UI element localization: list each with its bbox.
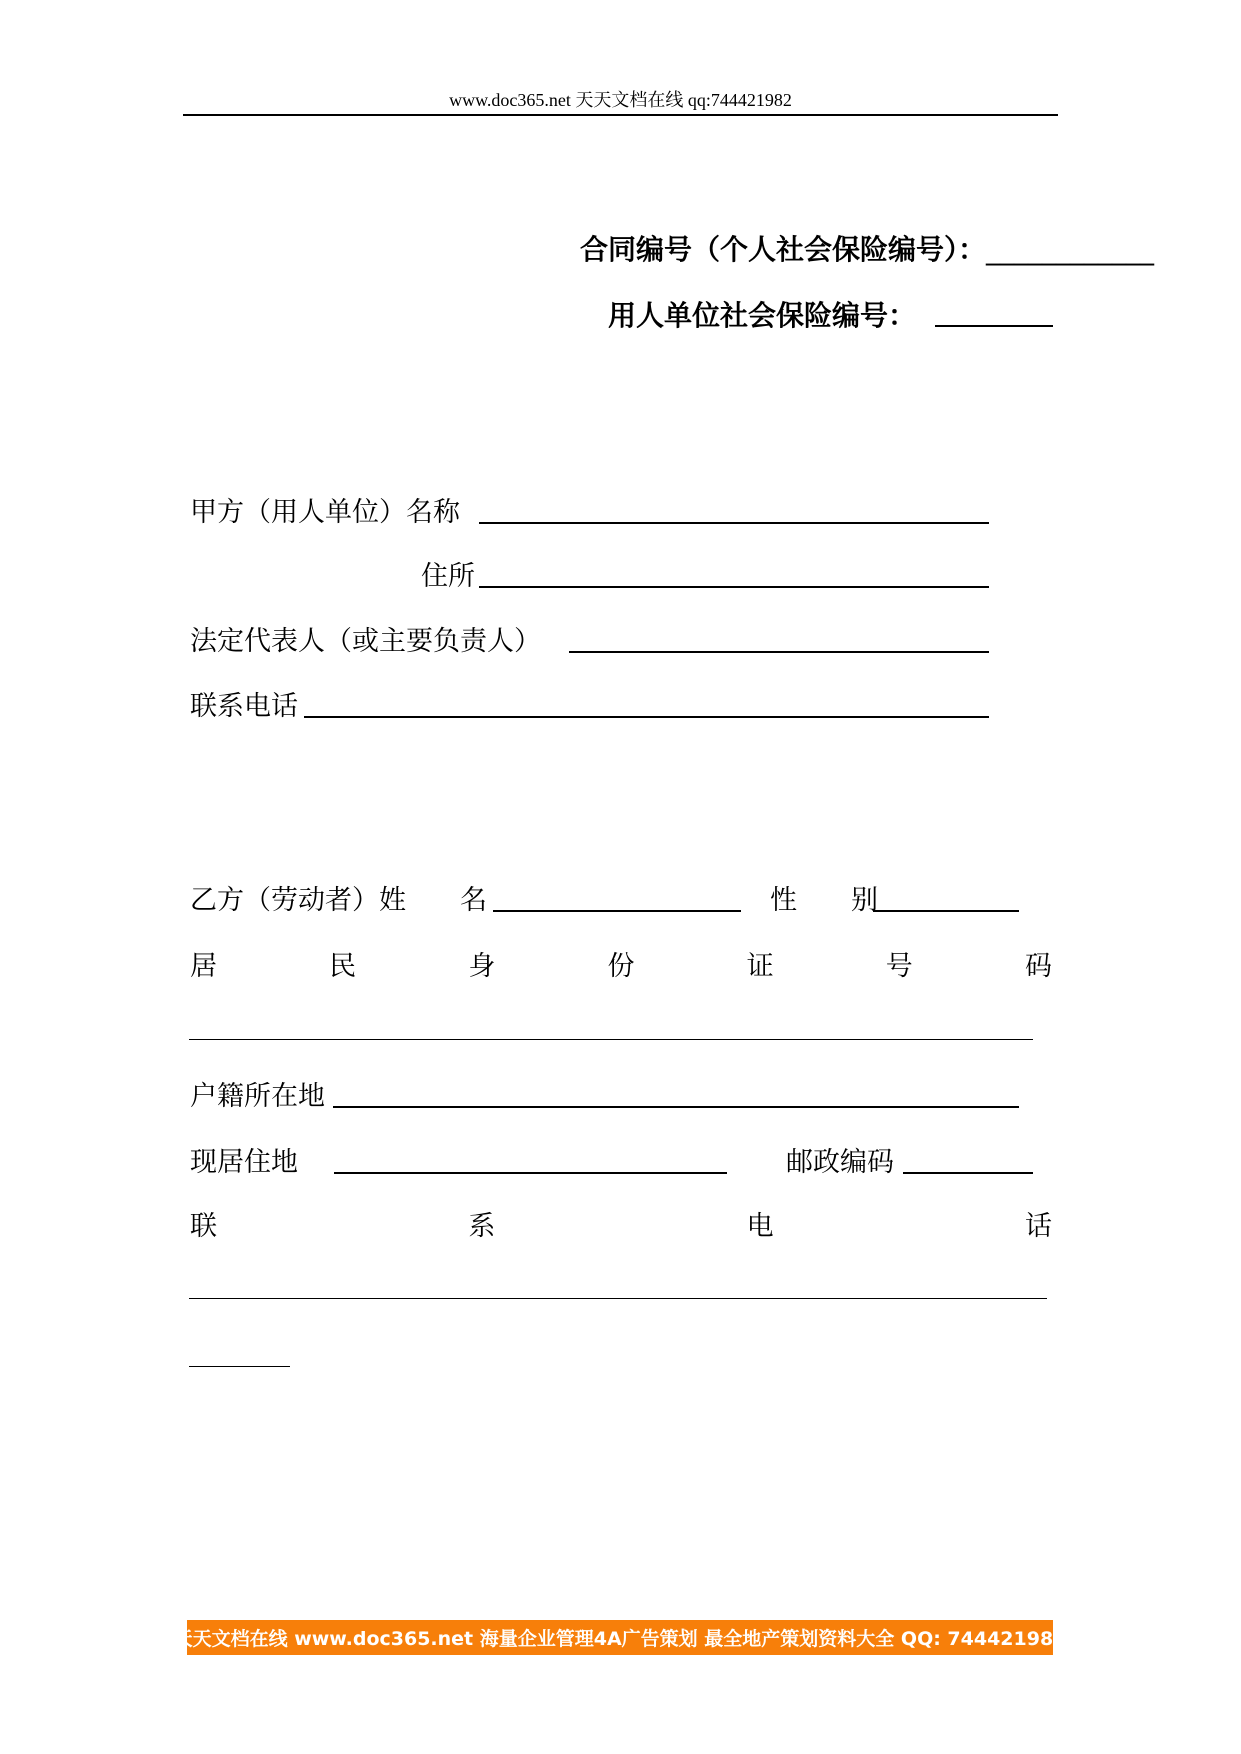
party-b-name-label: 乙方（劳动者）姓 名 <box>190 885 487 916</box>
legal-representative-label: 法定代表人（或主要负责人） <box>190 626 541 657</box>
contract-number-label: 合同编号（个人社会保险编号）： <box>580 233 987 266</box>
phone-char: 话 <box>1024 1211 1052 1242</box>
id-number-label <box>190 944 1052 983</box>
employer-si-number-label: 用人单位社会保险编号： <box>608 299 917 332</box>
header-divider <box>183 114 1058 116</box>
contract-number-blank: ____________ <box>986 233 1155 266</box>
footer-ad-banner[interactable]: 天天文档在线 www.doc365.net 海量企业管理4A广告策划 最全地产策划资料大全 QQ: 744421982 <box>187 1620 1053 1655</box>
phone-char: 电 <box>746 1211 774 1242</box>
party-a-name-label: 甲方（用人单位）名称 <box>190 497 460 528</box>
employer-si-number-field[interactable] <box>935 325 1053 327</box>
postcode-field[interactable] <box>903 1172 1033 1174</box>
party-a-name-field[interactable] <box>479 522 989 524</box>
contract-number-line <box>580 228 1154 268</box>
party-b-phone-field-continued[interactable] <box>189 1366 290 1367</box>
party-b-gender-field[interactable] <box>873 910 1019 912</box>
legal-representative-field[interactable] <box>569 651 989 653</box>
party-b-name-field[interactable] <box>493 910 741 912</box>
party-b-phone-label <box>190 1204 1052 1243</box>
party-b-gender-label: 性 别 <box>770 885 878 916</box>
page-header-text: www.doc365.net 天天文档在线 qq:744421982 <box>449 90 792 110</box>
id-char: 号 <box>885 951 913 982</box>
id-char: 民 <box>329 951 357 982</box>
household-registration-field[interactable] <box>333 1106 1019 1108</box>
id-char: 身 <box>468 951 496 982</box>
id-char: 份 <box>607 951 635 982</box>
id-char: 证 <box>746 951 774 982</box>
phone-char: 系 <box>468 1211 496 1242</box>
phone-char: 联 <box>190 1211 217 1242</box>
party-a-phone-label: 联系电话 <box>190 691 298 722</box>
party-a-phone-field[interactable] <box>304 716 989 718</box>
id-char: 居 <box>190 951 217 982</box>
postcode-label: 邮政编码 <box>786 1147 894 1178</box>
party-b-phone-field[interactable] <box>189 1298 1047 1299</box>
current-residence-field[interactable] <box>334 1172 727 1174</box>
household-registration-label: 户籍所在地 <box>190 1081 325 1112</box>
party-a-address-label: 住所 <box>421 561 475 592</box>
current-residence-label: 现居住地 <box>190 1147 298 1178</box>
id-char: 码 <box>1024 951 1052 982</box>
party-a-address-field[interactable] <box>479 586 989 588</box>
id-number-field[interactable] <box>189 1039 1033 1040</box>
